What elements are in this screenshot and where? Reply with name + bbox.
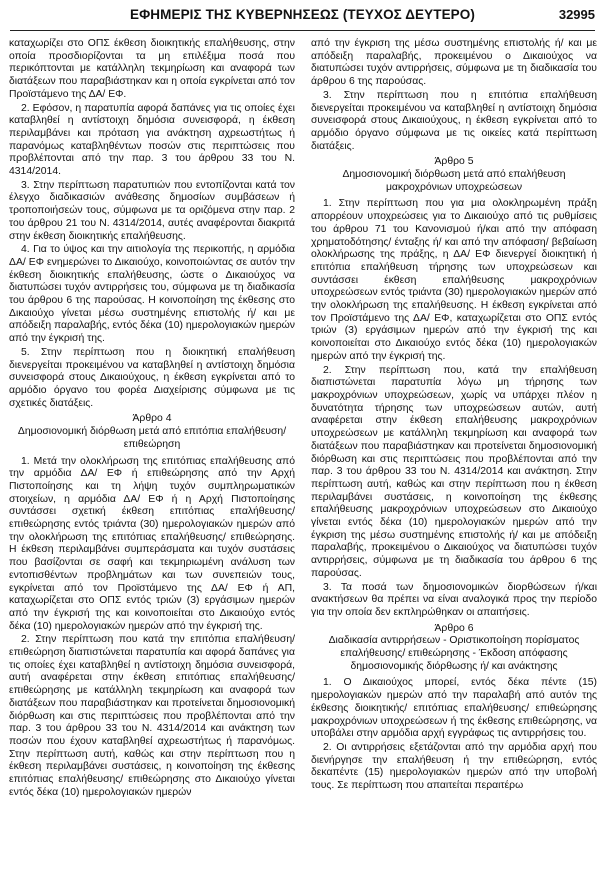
paragraph: 3. Στην περίπτωση παρατυπιών που εντοπίζονται κατά τον έλεγχο διαδικασιών ανάθεσης δημοσίων συμβάσεων ή τροποποιήσεών τους, σύμφωνα με τα οριζόμενα στην παρ. 2 του άρθρου 21 του Ν. 4314/2014, αυτές αναφέρονται διακριτά στην έκθεση διοικητικής επαλήθευσης. — [9, 179, 295, 242]
paragraph: 2. Στην περίπτωση που, κατά την επαλήθευση διαπιστώνεται παρατυπία λόγω μη τήρησης των μακροχρόνιων υποχρεώσεων, χωρίς να υπάρχει πλέον η δυνατότητα τήρησης των υποχρεώσεων αυτών, αυτή αναφέρεται στην έκθεση επαλήθευσης μακροχρόνιων υποχρεώσεων με κατάλληλη τεκμηρίωση και αναφορά των διατάξεων που παραβιάστηκαν και προτείνεται δημοσιονομική διόρθωση και στις περιπτώσεις που προβλέπονται από την παρ. 3 του άρθρου 33 του Ν. 4314/2014 και ανάκτηση. Στην περίπτωση αυτή, καθώς και στην περίπτωση που η έκθεση περιλαμβάνει συστάσεις, η κοινοποίηση της έκθεσης επαλήθευσης μακροχρόνιων υποχρεώσεων στο Δικαιούχο γίνεται εντός δέκα (10) ημερολογιακών ημερών από την έγκριση της μέσω συστημένης επιστολής ή/ και με απόδειξη παραλαβής, προκειμένου ο Δικαιούχος να διατυπώσει τυχόν αντιρρήσεις, σύμφωνα με τη διαδικασία του άρθρου 6 της παρούσας. — [311, 364, 597, 579]
right-column — [311, 38, 597, 870]
paragraph: από την έγκριση της μέσω συστημένης επιστολής ή/ και με απόδειξη παραλαβής, προκειμένου ο Δικαιούχος να διατυπώσει τυχόν αντιρρήσεις, σύμφωνα με τη διαδικασία του άρθρου 6 της παρούσας. — [311, 38, 597, 88]
paragraph: 2. Εφόσον, η παρατυπία αφορά δαπάνες για τις οποίες έχει καταβληθεί η αντίστοιχη δημόσια συνεισφορά, η έκθεση περιλαμβάνει και πρόταση για ανάκτηση αχρεωστήτως ή παρανόμως καταβληθέντων ποσών στις περιπτώσεις που προβλέπονται από την παρ. 3 του άρθρου 33 του Ν. 4314/2014. — [9, 102, 295, 178]
article-title: Δημοσιονομική διόρθωση μετά από επαλήθευση μακροχρόνιων υποχρεώσεων — [342, 169, 566, 193]
article-heading: Άρθρο 5 — [434, 156, 474, 168]
gazette-title: ΕΦΗΜΕΡΙΣ ΤΗΣ ΚΥΒΕΡΝΗΣΕΩΣ (ΤΕΥΧΟΣ ΔΕΥΤΕΡΟ) — [129, 7, 475, 22]
paragraph: 1. Στην περίπτωση που για μια ολοκληρωμένη πράξη απορρέουν υποχρεώσεις για το Δικαιούχο από τις ρυθμίσεις του άρθρου 71 του Κανονισμού ή/και από την απόφαση χρηματοδότησης/ ένταξης ή/ και από την απόφαση/ βεβαίωση ολοκλήρωσης της πράξης, η ΔΑ/ ΕΦ διενεργεί διοικητική ή επιτόπια επαλήθευση τήρησης των υποχρεώσεων και συντάσσει έκθεση επαλήθευσης μακροχρόνιων υποχρεώσεων εντός τριάντα (30) ημερολογιακών ημερών από την ολοκλήρωση της επαλήθευσης. Η έκθεση εγκρίνεται από τον Προϊστάμενο της ΔΑ/ ΕΦ, καταχωρίζεται στο ΟΠΣ εντός τριών (3) εργάσιμων ημερών από την έγκρισή της και κοινοποιείται στο Δικαιούχο εντός δέκα (10) ημερολογιακών ημερών από την έγκρισή της. — [311, 198, 597, 362]
paragraph: καταχωρίζει στο ΟΠΣ έκθεση διοικητικής επαλήθευσης, στην οποία προσδιορίζονται τα μη επιλέξιμα ποσά που περικόπτονται με κατάλληλη τεκμηρίωση και αναφορά των διατάξεων που παραβιάστηκαν και η οποία εγκρίνεται από τον Προϊστάμενο της ΔΑ/ ΕΦ. — [9, 38, 295, 100]
article-heading: Άρθρο 4 — [132, 413, 172, 425]
article-title: Δημοσιονομική διόρθωση μετά από επιτόπια επαλήθευση/ επιθεώρηση — [17, 426, 287, 450]
paragraph: 4. Για το ύψος και την αιτιολογία της περικοπής, η αρμόδια ΔΑ/ ΕΦ ενημερώνει το Δικαιούχο, κοινοποιώντας σε αυτόν την έκθεση διοικητικής επαλήθευσης, ώστε ο Δικαιούχος να διατυπώσει τυχόν αντιρρήσεις του, σύμφωνα με τη διαδικασία του άρθρου 6 της παρούσας. Η κοινοποίηση της έκθεσης στο Δικαιούχο γίνεται μέσω συστημένης επιστολής ή/ και με απόδειξη παραλαβής, εντός δέκα (10) ημερολογιακών ημερών από την έγκρισή της. — [9, 244, 295, 345]
page-header — [10, 4, 595, 31]
paragraph: 3. Στην περίπτωση που η επιτόπια επαλήθευση διενεργείται προκειμένου να καταβληθεί η αντίστοιχη δημόσια συνεισφορά στους Δικαιούχους, η έκθεση εγκρίνεται από το αρμόδιο όργανο σύμφωνα με τις οικείες κατά περίπτωση διατάξεις. — [311, 89, 597, 152]
paragraph: 2. Οι αντιρρήσεις εξετάζονται από την αρμόδια αρχή που διενήργησε την επαλήθευση ή την επιθεώρηση, εντός δεκαπέντε (15) ημερολογιακών ημερών από την υποβολή τους. Σε περίπτωση που απαιτείται περαιτέρω — [311, 741, 597, 792]
paragraph: 2. Στην περίπτωση που κατά την επιτόπια επαλήθευση/ επιθεώρηση διαπιστώνεται παρατυπία και αφορά δαπάνες για τις οποίες έχει καταβληθεί η αντίστοιχη δημόσια συνεισφορά, αυτή αναφέρεται στην έκθεση επιτόπιας επαλήθευσης/ επιθεώρησης με κατάλληλη τεκμηρίωση και αναφορά των διατάξεων που παραβιάστηκαν και προτείνεται δημοσιονομική διόρθωση και στις περιπτώσεις που προβλέπονται από την παρ. 3 του άρθρου 33 του Ν. 4314/2014 και ανάκτηση των ποσών που έχουν καταβληθεί αχρεωστήτως ή παρανόμως. Στην περίπτωση αυτή, καθώς και στην περίπτωση που η έκθεση περιλαμβάνει συστάσεις, η κοινοποίηση της έκθεσης επιτόπιας επαλήθευσης/ επιθεώρησης στο Δικαιούχο γίνεται εντός δέκα (10) ημερολογιακών ημερών — [9, 634, 295, 798]
paragraph: 1. Μετά την ολοκλήρωση της επιτόπιας επαλήθευσης από την αρμόδια ΔΑ/ ΕΦ ή επιθεώρησης από την Αρχή Πιστοποίησης και τη λήψη τυχόν συμπληρωματικών στοιχείων, η αρμόδια ΔΑ/ ΕΦ ή η Αρχή Πιστοποίησης συντάσσει σχετική έκθεση επιτόπιας επαλήθευσης/ επιθεώρησης εντός τριάντα (30) ημερολογιακών ημερών από την ολοκλήρωση της επιτόπιας επαλήθευσης/ επιθεώρησης. Η έκθεση περιλαμβάνει συμπεράσματα και τυχόν συστάσεις που βασίζονται σε σαφή και τεκμηριωμένη ανάλυση των εντοπισθέντων προβλημάτων και των συνεπειών τους, εγκρίνεται από τον Προϊστάμενο της ΔΑ/ ΕΦ ή ΑΠ, καταχωρίζεται στο ΟΠΣ εντός τριών (3) εργάσιμων ημερών από την έγκρισή της και κοινοποιείται στο Δικαιούχο εντός δέκα (10) ημερολογιακών ημερών από την έγκρισή της. — [9, 455, 295, 632]
article-title: Διαδικασία αντιρρήσεων - Οριστικοποίηση πορίσματος επαλήθευσης/ επιθεώρησης - Έκδοση απόφασης δημοσιονομικής διόρθωσης ή/ και ανάκτησης — [328, 635, 580, 672]
paragraph: 1. Ο Δικαιούχος μπορεί, εντός δέκα πέντε (15) ημερολογιακών ημερών από την παραλαβή από αυτόν της έκθεσης διοικητικής/ επιτόπιας επαλήθευσης/ επιθεώρησης μακροχρόνιων υποχρεώσεων ή της έκθεσης επιθεώρησης, να υποβάλει στην αρμόδια αρχή εγγράφως τις αντιρρήσεις του. — [311, 677, 597, 740]
paragraph: 3. Τα ποσά των δημοσιονομικών διορθώσεων ή/και ανακτήσεων θα πρέπει να είναι αναλογικά προς την περίοδο για την οποία δεν εκπληρώθηκαν οι απαιτήσεις. — [311, 581, 597, 618]
left-column — [9, 38, 295, 870]
paragraph: 5. Στην περίπτωση που η διοικητική επαλήθευση διενεργείται προκειμένου να καταβληθεί η αντίστοιχη δημόσια συνεισφορά στους Δικαιούχους, η έκθεση εγκρίνεται από το αρμόδιο όργανο του φορέα Διαχείρισης σύμφωνα με τις σχετικές διατάξεις. — [9, 346, 295, 409]
article-heading: Άρθρο 6 — [434, 622, 474, 634]
page-number: 32995 — [558, 7, 595, 22]
